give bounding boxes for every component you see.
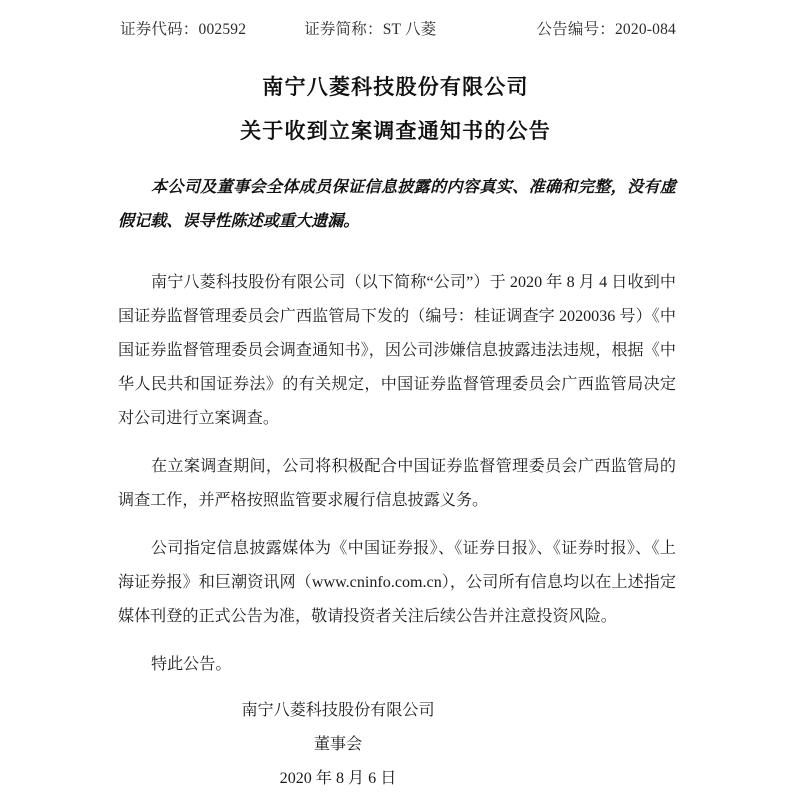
body-paragraph-2: 在立案调查期间，公司将积极配合中国证券监督管理委员会广西监管局的调查工作，并严格按照监管要求履行信息披露义务。 bbox=[118, 458, 676, 509]
body-paragraph-3: 公司指定信息披露媒体为《中国证券报》、《证券日报》、《证券时报》、《上海证券报》和巨潮资讯网（www.cninfo.com.cn），公司所有信息均以在上述指定媒体刊登的正式公告为准，敬请投资者关注后续公告并注意投资风险。 bbox=[118, 540, 676, 625]
notice-number: 公告编号：2020-084 bbox=[536, 21, 676, 38]
page-title-subject: 关于收到立案调查通知书的公告 bbox=[240, 120, 551, 143]
signature-company: 南宁八菱科技股份有限公司 bbox=[241, 702, 435, 719]
security-code: 证券代码：002592 bbox=[120, 21, 247, 38]
signature-date: 2020 年 8 月 6 日 bbox=[279, 770, 397, 787]
security-abbreviation: 证券简称：ST 八菱 bbox=[304, 21, 437, 38]
body-paragraph-1: 南宁八菱科技股份有限公司（以下简称“公司”）于 2020 年 8 月 4 日收到中国证券监督管理委员会广西监管局下发的（编号：桂证调查字 2020036 号）《中国证券监督管理委员会调查通知书》，因公司涉嫌信息披露违法违规，根据《中华人民共和国证券法》的有关规定，中国证券监督管理委员会广西监管局决定对公司进行立案调查。 bbox=[118, 274, 676, 427]
body-paragraph-4: 特此公告。 bbox=[151, 656, 232, 673]
signature-board: 董事会 bbox=[313, 736, 363, 753]
disclaimer-statement: 本公司及董事会全体成员保证信息披露的内容真实、准确和完整，没有虚假记载、误导性陈述或重大遗漏。 bbox=[118, 177, 676, 230]
document-header bbox=[118, 19, 676, 41]
document-body bbox=[118, 266, 676, 682]
page-title-company: 南宁八菱科技股份有限公司 bbox=[262, 76, 529, 99]
